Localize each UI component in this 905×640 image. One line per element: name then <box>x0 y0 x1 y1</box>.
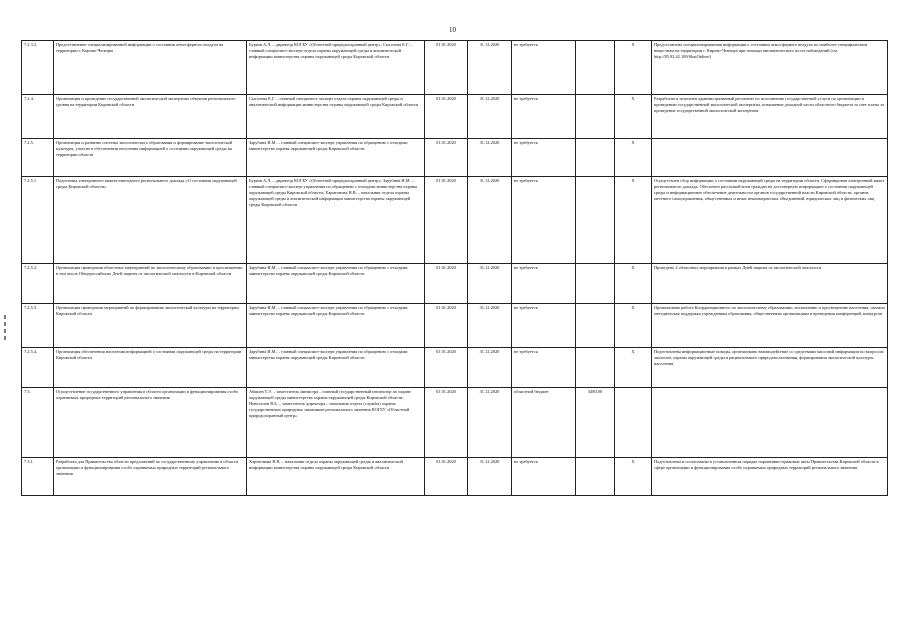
row-amount <box>576 304 615 348</box>
row-funding-source: не требуется <box>512 95 576 139</box>
row-end-date: 31.12.2020 <box>468 41 512 95</box>
row-number: 7.3.1. <box>22 458 54 496</box>
row-funding-source: не требуется <box>512 304 576 348</box>
row-amount <box>576 264 615 304</box>
row-amount <box>576 95 615 139</box>
row-start-date: 01.01.2020 <box>425 264 468 304</box>
row-result <box>652 139 888 177</box>
row-title: Предоставление специализированной информации о состоянии атмосферного воздуха на территории г. Кирово-Чепецка <box>54 41 247 95</box>
row-amount <box>576 348 615 388</box>
row-responsible: Зарубина И.М. – главный специалист-эксперт управления по обращению с отходами министерства охраны окружающей среды Кировской области <box>247 348 425 388</box>
row-mark: X <box>615 41 652 95</box>
row-title: Организация проведения мероприятий по формированию экологической культуры на территории Кировской области <box>54 304 247 348</box>
row-title: Организация и развитие системы экологического образования и формирование экологической культуры, участие в обеспечении населения информацией о состоянии окружающей среды на территории области <box>54 139 247 177</box>
row-result: Подготовлены и согласованы в установленном порядке нормативно-правовые акты Правительства Кировской области в сфере организации и функционирования особо охраняемых природных территорий регионального значения <box>652 458 888 496</box>
row-amount <box>576 177 615 264</box>
row-responsible: Зарубина И.М. – главный специалист-эксперт управления по обращению с отходами министерства охраны окружающей среды Кировской области <box>247 264 425 304</box>
row-number: 7.2.5. <box>22 139 54 177</box>
table-row <box>22 388 888 458</box>
row-start-date: 01.01.2020 <box>425 139 468 177</box>
row-number: 7.2.5.1. <box>22 177 54 264</box>
row-mark: X <box>615 177 652 264</box>
row-mark: X <box>615 264 652 304</box>
row-start-date: 01.01.2020 <box>425 41 468 95</box>
row-responsible: Абашев Т.Э. – заместитель министра – главный государственный инспектор по охране окружающей среды министерства охраны окружающей среды Кировской области; Новоселов В.Б. – заместитель директора – начальник отдела (службы) охраны государственных природных заказников регионального значения КОГБУ «Областной природоохранный центр» <box>247 388 425 458</box>
row-start-date: 01.01.2020 <box>425 458 468 496</box>
row-end-date: 31.12.2020 <box>468 177 512 264</box>
row-end-date: 31.12.2020 <box>468 95 512 139</box>
row-funding-source: областной бюджет <box>512 388 576 458</box>
row-start-date: 01.01.2020 <box>425 304 468 348</box>
row-mark: X <box>615 458 652 496</box>
row-title: Подготовка электронного макета ежегодного регионального доклада «О состоянии окружающей среды Кировской области» <box>54 177 247 264</box>
row-result: Осуществлен сбор информации о состоянии окружающей среды на территории области. Сформирован электронный макет регионального доклада. Обеспечен рассылкой всем граждан на достоверную информацию о состоянии окружающей среды и информационное обеспечение деятельности органов государственной власти Кировской области, органов местного самоуправления, общественных и иных некоммерческих объединений, юридических лиц и физических лиц <box>652 177 888 264</box>
row-funding-source: не требуется <box>512 139 576 177</box>
row-number: 7.2.5.2. <box>22 264 54 304</box>
table-row <box>22 95 888 139</box>
row-mark: X <box>615 139 652 177</box>
row-result: Проведено 2 областных мероприятия в рамках Дней защиты от экологической опасности <box>652 264 888 304</box>
row-mark: X <box>615 304 652 348</box>
row-result: Подготовлены информационные поводы, организовано взаимодействие со средствами массовой информации по вопросам экологии, охраны окружающей среды и рационального природопользования, формирования экологической культуры населения <box>652 348 888 388</box>
page-number: 10 <box>449 26 456 34</box>
row-mark: X <box>615 348 652 388</box>
row-end-date: 31.12.2020 <box>468 139 512 177</box>
row-result: Предоставлена специализированная информация о состоянии атмосферного воздуха по наиболее специфическим веществам на территории г. Кирово-Чепецка при помощи автоматического поста наблюдений (см. http://85.93.42.109/SkatOnline/) <box>652 41 888 95</box>
row-start-date: 01.01.2020 <box>425 177 468 264</box>
row-funding-source: не требуется <box>512 264 576 304</box>
row-responsible: Бурков А.Л. – директор КОГБУ «Областной природоохранный центр»; Зарубина И.М. – главный специалист-эксперт управления по обращению с отходами министерства охраны окружающей среды Кировской области; Харитонова Н.В. – начальник отдела охраны окружающей среды и аналитической информации министерства охраны окружающей среды Кировской области <box>247 177 425 264</box>
row-responsible: Зарубина И.М. – главный специалист-эксперт управления по обращению с отходами министерства охраны окружающей среды Кировской области <box>247 304 425 348</box>
table-row <box>22 177 888 264</box>
row-end-date: 31.12.2020 <box>468 304 512 348</box>
row-number: 7.2.5.4. <box>22 348 54 388</box>
row-title: Разработка для Правительства области предложений по государственному управлению в области организации и функционирования особо охраняемых природных территорий регионального значения <box>54 458 247 496</box>
row-responsible: Сысолева Е.Г. – главный специалист-эксперт отдела охраны окружающей среды и аналитической информации министерства охраны окружающей среды Кировской области <box>247 95 425 139</box>
row-end-date: 31.12.2020 <box>468 264 512 304</box>
table-row <box>22 304 888 348</box>
row-amount <box>576 458 615 496</box>
row-end-date: 31.12.2020 <box>468 458 512 496</box>
row-amount <box>576 41 615 95</box>
row-amount <box>576 139 615 177</box>
row-responsible: Харитонова Н.В. – начальник отдела охраны окружающей среды и аналитической информации министерства охраны окружающей среды Кировской области <box>247 458 425 496</box>
row-result: Разработан и исполнен административный регламент по исполнению государственной услуги по организации и проведению государственной экологической экспертизы, повышение доходной части областного бюджета за счет платы за проведение государственной экологической экспертизы <box>652 95 888 139</box>
table-row <box>22 139 888 177</box>
row-title: Организация и проведение государственной экологической экспертизы объектов регионального уровня на территории Кировской области <box>54 95 247 139</box>
row-start-date: 01.01.2020 <box>425 348 468 388</box>
row-title: Организация обеспечения населения информацией о состоянии окружающей среды на территории Кировской области <box>54 348 247 388</box>
row-title: Осуществление государственного управления в области организации и функционирования особо охраняемых природных территорий регионального значения <box>54 388 247 458</box>
row-mark <box>615 388 652 458</box>
table-row <box>22 348 888 388</box>
row-funding-source: не требуется <box>512 348 576 388</box>
binding-margin-marks <box>4 315 6 343</box>
plan-table <box>21 40 888 496</box>
table-row <box>22 41 888 95</box>
row-start-date: 01.01.2020 <box>425 388 468 458</box>
table-row <box>22 458 888 496</box>
row-funding-source: не требуется <box>512 458 576 496</box>
row-result <box>652 388 888 458</box>
row-responsible: Бурков А.Л. – директор КОГБУ «Областной природоохранный центр»; Сысолева Е.Г. – главный специалист-эксперт отдела охраны окружающей среды и аналитической информации министерства охраны окружающей среды Кировской области <box>247 41 425 95</box>
row-end-date: 31.12.2020 <box>468 388 512 458</box>
row-funding-source: не требуется <box>512 177 576 264</box>
row-number: 7.3. <box>22 388 54 458</box>
row-funding-source: не требуется <box>512 41 576 95</box>
row-start-date: 01.01.2020 <box>425 95 468 139</box>
row-end-date: 31.12.2020 <box>468 348 512 388</box>
row-title: Организация проведения областных мероприятий по экологическому образованию и просвещению, в том числе Общероссийских Дней защиты от экологической опасности в Кировской области <box>54 264 247 304</box>
row-mark: X <box>615 95 652 139</box>
table-row <box>22 264 888 304</box>
row-number: 7.2.4. <box>22 95 54 139</box>
row-responsible: Зарубина И.М. – главный специалист-эксперт управления по обращению с отходами министерства охраны окружающей среды Кировской области <box>247 139 425 177</box>
row-number: 7.2.5.3. <box>22 304 54 348</box>
row-result: Организована работа Координационного по экологическому образованию, воспитанию и просвещению населения, оказана методическая поддержка учреждениям образования, общественным организациям в проведении конференций, конкурсов <box>652 304 888 348</box>
row-number: 7.2.3.2. <box>22 41 54 95</box>
row-amount: 3480,00 <box>576 388 615 458</box>
